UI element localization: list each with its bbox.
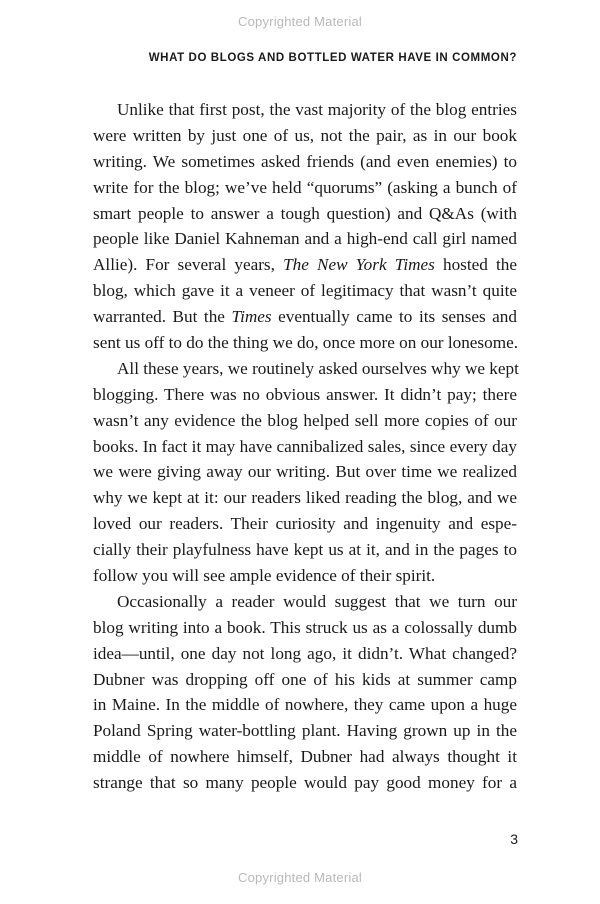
text-line: strange that so many people would pay good money for a [93, 773, 517, 793]
paragraph [93, 97, 517, 356]
text-line: were written by just one of us, not the pair, as in our book [93, 125, 517, 145]
text-line: we were giving away our writing. But over time we realized [93, 462, 517, 482]
text-line: writing. We sometimes asked friends (and even enemies) to [93, 151, 517, 171]
copyright-watermark-bottom: Copyrighted Material [238, 870, 362, 885]
text-line: why we kept at it: our readers liked reading the blog, and we [93, 488, 517, 508]
text-line: idea—until, one day not long ago, it didn’t. What changed? [93, 643, 517, 663]
text-line: blog writing into a book. This struck us as a colossally dumb [93, 617, 517, 637]
text-line: blog, which gave it a veneer of legitimacy that wasn’t quite [93, 281, 517, 301]
italic-title: The New York Times [283, 255, 435, 275]
copyright-watermark-top: Copyrighted Material [238, 14, 362, 29]
text-run: warranted. But the [93, 307, 232, 327]
text-run: hosted the [434, 255, 517, 275]
text-run: Allie). For several years, [93, 255, 284, 275]
text-line: cially their playfulness have kept us at it, and in the pages to [93, 540, 517, 560]
text-line: blogging. There was no obvious answer. It didn’t pay; there [93, 384, 517, 404]
text-line: follow you will see ample evidence of their spirit. [93, 566, 436, 586]
text-line: Occasionally a reader would suggest that we turn our [117, 591, 517, 611]
text-line [93, 304, 517, 330]
text-run: eventually came to its senses and [271, 307, 517, 327]
text-line: books. In fact it may have cannibalized sales, since every day [93, 436, 517, 456]
text-line: Dubner was dropping off one of his kids at summer camp [93, 669, 517, 689]
text-line: in Maine. In the middle of nowhere, they came upon a huge [93, 695, 517, 715]
text-line: loved our readers. Their curiosity and ingenuity and espe- [93, 514, 517, 534]
text-line: write for the blog; we’ve held “quorums” (asking a bunch of [93, 177, 517, 197]
paragraph [93, 589, 517, 796]
text-line: people like Daniel Kahneman and a high-end call girl named [93, 229, 517, 249]
page-number: 3 [510, 831, 518, 847]
text-line: sent us off to do the thing we do, once more on our lonesome. [93, 333, 518, 353]
text-line: wasn’t any evidence the blog helped sell more copies of our [93, 410, 517, 430]
text-line [93, 252, 517, 278]
italic-title: Times [231, 307, 272, 327]
text-line: All these years, we routinely asked ourselves why we kept [117, 358, 519, 378]
paragraph [93, 356, 517, 589]
text-line: Poland Spring water-bottling plant. Having grown up in the [93, 721, 517, 741]
text-line: Unlike that first post, the vast majority of the blog entries [117, 100, 517, 119]
body-text [93, 97, 517, 796]
text-line: middle of nowhere himself, Dubner had always thought it [93, 747, 517, 767]
text-line: smart people to answer a tough question) and Q&As (with [93, 203, 517, 223]
running-head: WHAT DO BLOGS AND BOTTLED WATER HAVE IN COMMON? [148, 52, 517, 64]
